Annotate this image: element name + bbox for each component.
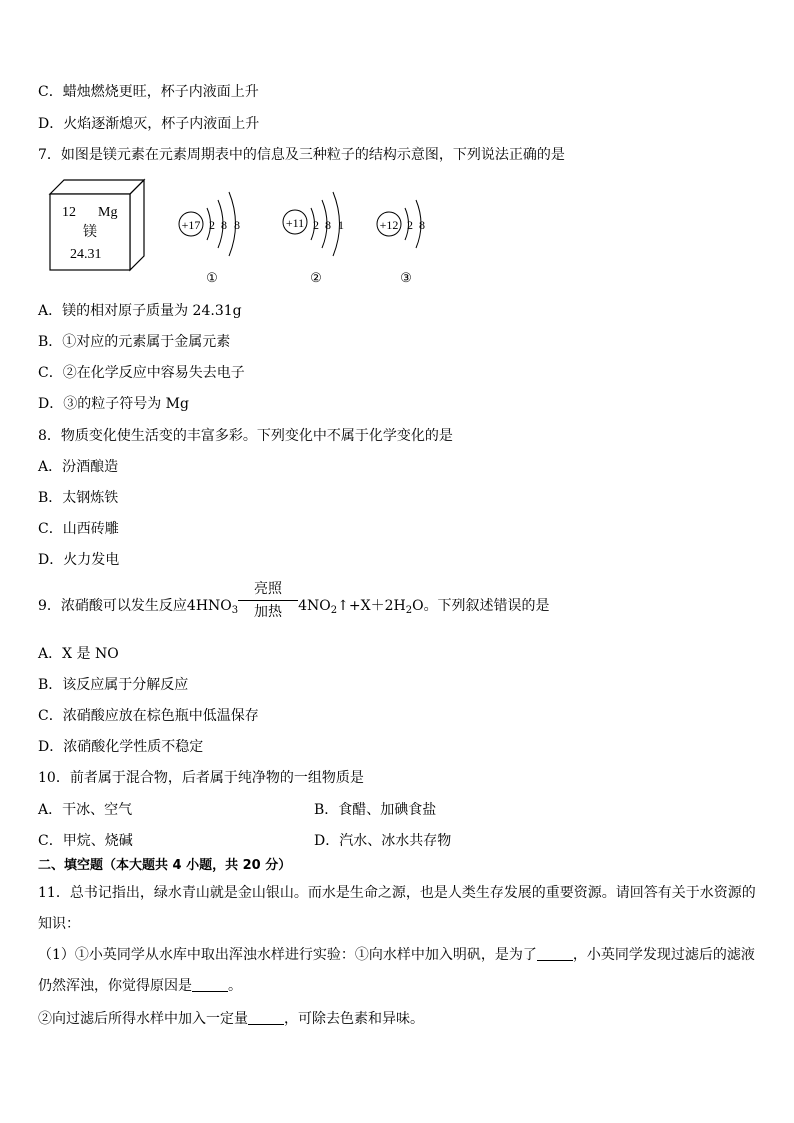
particle-1-label: ① — [206, 270, 218, 285]
q9-reaction-condition — [238, 580, 298, 621]
element-atomic-number: 12 — [62, 205, 76, 220]
particle-3-shell-1: 2 — [407, 218, 413, 232]
q7-option-a: A．镁的相对原子质量为 24.31g — [38, 303, 242, 319]
q8-option-b: B．太钢炼铁 — [38, 490, 119, 506]
q7-stem: 7．如图是镁元素在元素周期表中的信息及三种粒子的结构示意图，下列说法正确的是 — [38, 147, 565, 163]
q11-part-2-text-b: ，可除去色素和异味。 — [284, 1011, 424, 1027]
q11-part-1-text-a: （1）①小英同学从水库中取出浑浊水样进行实验：①向水样中加入明矾，是为了 — [38, 947, 537, 963]
q9-product-1: 4NO — [298, 598, 331, 614]
q11-part-1-cont-text-a: 仍然浑浊，你觉得原因是 — [38, 978, 192, 994]
reaction-arrow-line — [238, 600, 298, 601]
q9-product-1-subscript: 2 — [330, 605, 338, 616]
q11-blank-3[interactable] — [248, 1010, 284, 1025]
q10-option-d: D．汽水、冰水共存物 — [314, 833, 452, 849]
q8-option-c: C．山西砖雕 — [38, 521, 119, 537]
particle-1-shell-3: 8 — [234, 218, 240, 232]
element-name: 镁 — [83, 225, 97, 240]
element-symbol: Mg — [98, 205, 118, 220]
element-cell-figure — [46, 178, 150, 276]
q9-condition-top: 亮照 — [254, 581, 282, 597]
q11-part-1-cont-text-b: 。 — [228, 978, 242, 994]
q6-option-c: C．蜡烛燃烧更旺，杯子内液面上升 — [38, 84, 259, 100]
q11-line-2: 知识： — [38, 916, 80, 932]
particle-2-shell-2: 8 — [325, 218, 331, 232]
q11-blank-2[interactable] — [192, 977, 228, 992]
q9-option-d: D．浓硝酸化学性质不稳定 — [38, 739, 204, 755]
q7-option-d: D．③的粒子符号为 Mg — [38, 396, 189, 412]
q11-part-1-text-b: ，小英同学发现过滤后的滤液 — [572, 947, 755, 963]
q9-product-rest: ↑+X＋2H — [337, 598, 406, 614]
particle-structure-3 — [374, 186, 444, 290]
particle-1-shell-1: 2 — [209, 218, 215, 232]
q9-condition-bottom: 加热 — [254, 604, 282, 620]
q9-reactant-subscript: 3 — [231, 605, 239, 616]
q10-option-a: A．干冰、空气 — [38, 802, 133, 818]
particle-3-label: ③ — [400, 270, 412, 285]
particle-2-shell-1: 2 — [313, 218, 319, 232]
q6-option-d: D．火焰逐渐熄灭，杯子内液面上升 — [38, 116, 260, 132]
q8-option-a: A．汾酒酿造 — [38, 459, 119, 475]
q11-part-1 — [38, 946, 755, 964]
particle-2-shell-3: 1 — [338, 218, 344, 232]
q9-option-a: A．X 是 NO — [38, 646, 119, 662]
particle-3-nucleus: +12 — [379, 218, 399, 232]
q10-stem: 10．前者属于混合物，后者属于纯净物的一组物质是 — [38, 770, 364, 786]
q11-part-2-text-a: ②向过滤后所得水样中加入一定量 — [38, 1011, 248, 1027]
q10-option-c: C．甲烷、烧碱 — [38, 833, 133, 849]
particle-1-shell-2: 8 — [221, 218, 227, 232]
particle-2-label: ② — [310, 270, 322, 285]
q9-water-subscript: 2 — [405, 605, 413, 616]
q9-option-c: C．浓硝酸应放在棕色瓶中低温保存 — [38, 708, 259, 724]
q9-water-end: O — [412, 598, 424, 614]
q7-option-b: B．①对应的元素属于金属元素 — [38, 334, 231, 350]
particle-2-nucleus: +11 — [285, 216, 305, 230]
q8-stem: 8．物质变化使生活变的丰富多彩。下列变化中不属于化学变化的是 — [38, 428, 453, 444]
q11-part-2 — [38, 1010, 424, 1028]
q9-reactant: 4HNO — [186, 598, 232, 614]
q9-stem-suffix: 。下列叙述错误的是 — [423, 598, 550, 614]
q10-option-b: B．食醋、加碘食盐 — [314, 802, 437, 818]
q8-option-d: D．火力发电 — [38, 552, 120, 568]
q11-part-1-cont — [38, 977, 242, 995]
q9-option-b: B．该反应属于分解反应 — [38, 677, 189, 693]
element-atomic-mass: 24.31 — [70, 247, 102, 262]
section-2-title: 二、填空题（本大题共 4 小题，共 20 分） — [38, 858, 292, 873]
particle-structure-1 — [176, 186, 256, 290]
q7-option-c: C．②在化学反应中容易失去电子 — [38, 365, 245, 381]
q11-blank-1[interactable] — [537, 946, 573, 961]
q9-stem-prefix: 9．浓硝酸可以发生反应 — [38, 598, 187, 614]
particle-structure-2 — [280, 186, 360, 290]
particle-1-nucleus: +17 — [181, 218, 201, 232]
q11-line-1: 11．总书记指出，绿水青山就是金山银山。而水是生命之源，也是人类生存发展的重要资源。请回答有关于水资源的 — [38, 885, 756, 901]
particle-3-shell-2: 8 — [419, 218, 425, 232]
